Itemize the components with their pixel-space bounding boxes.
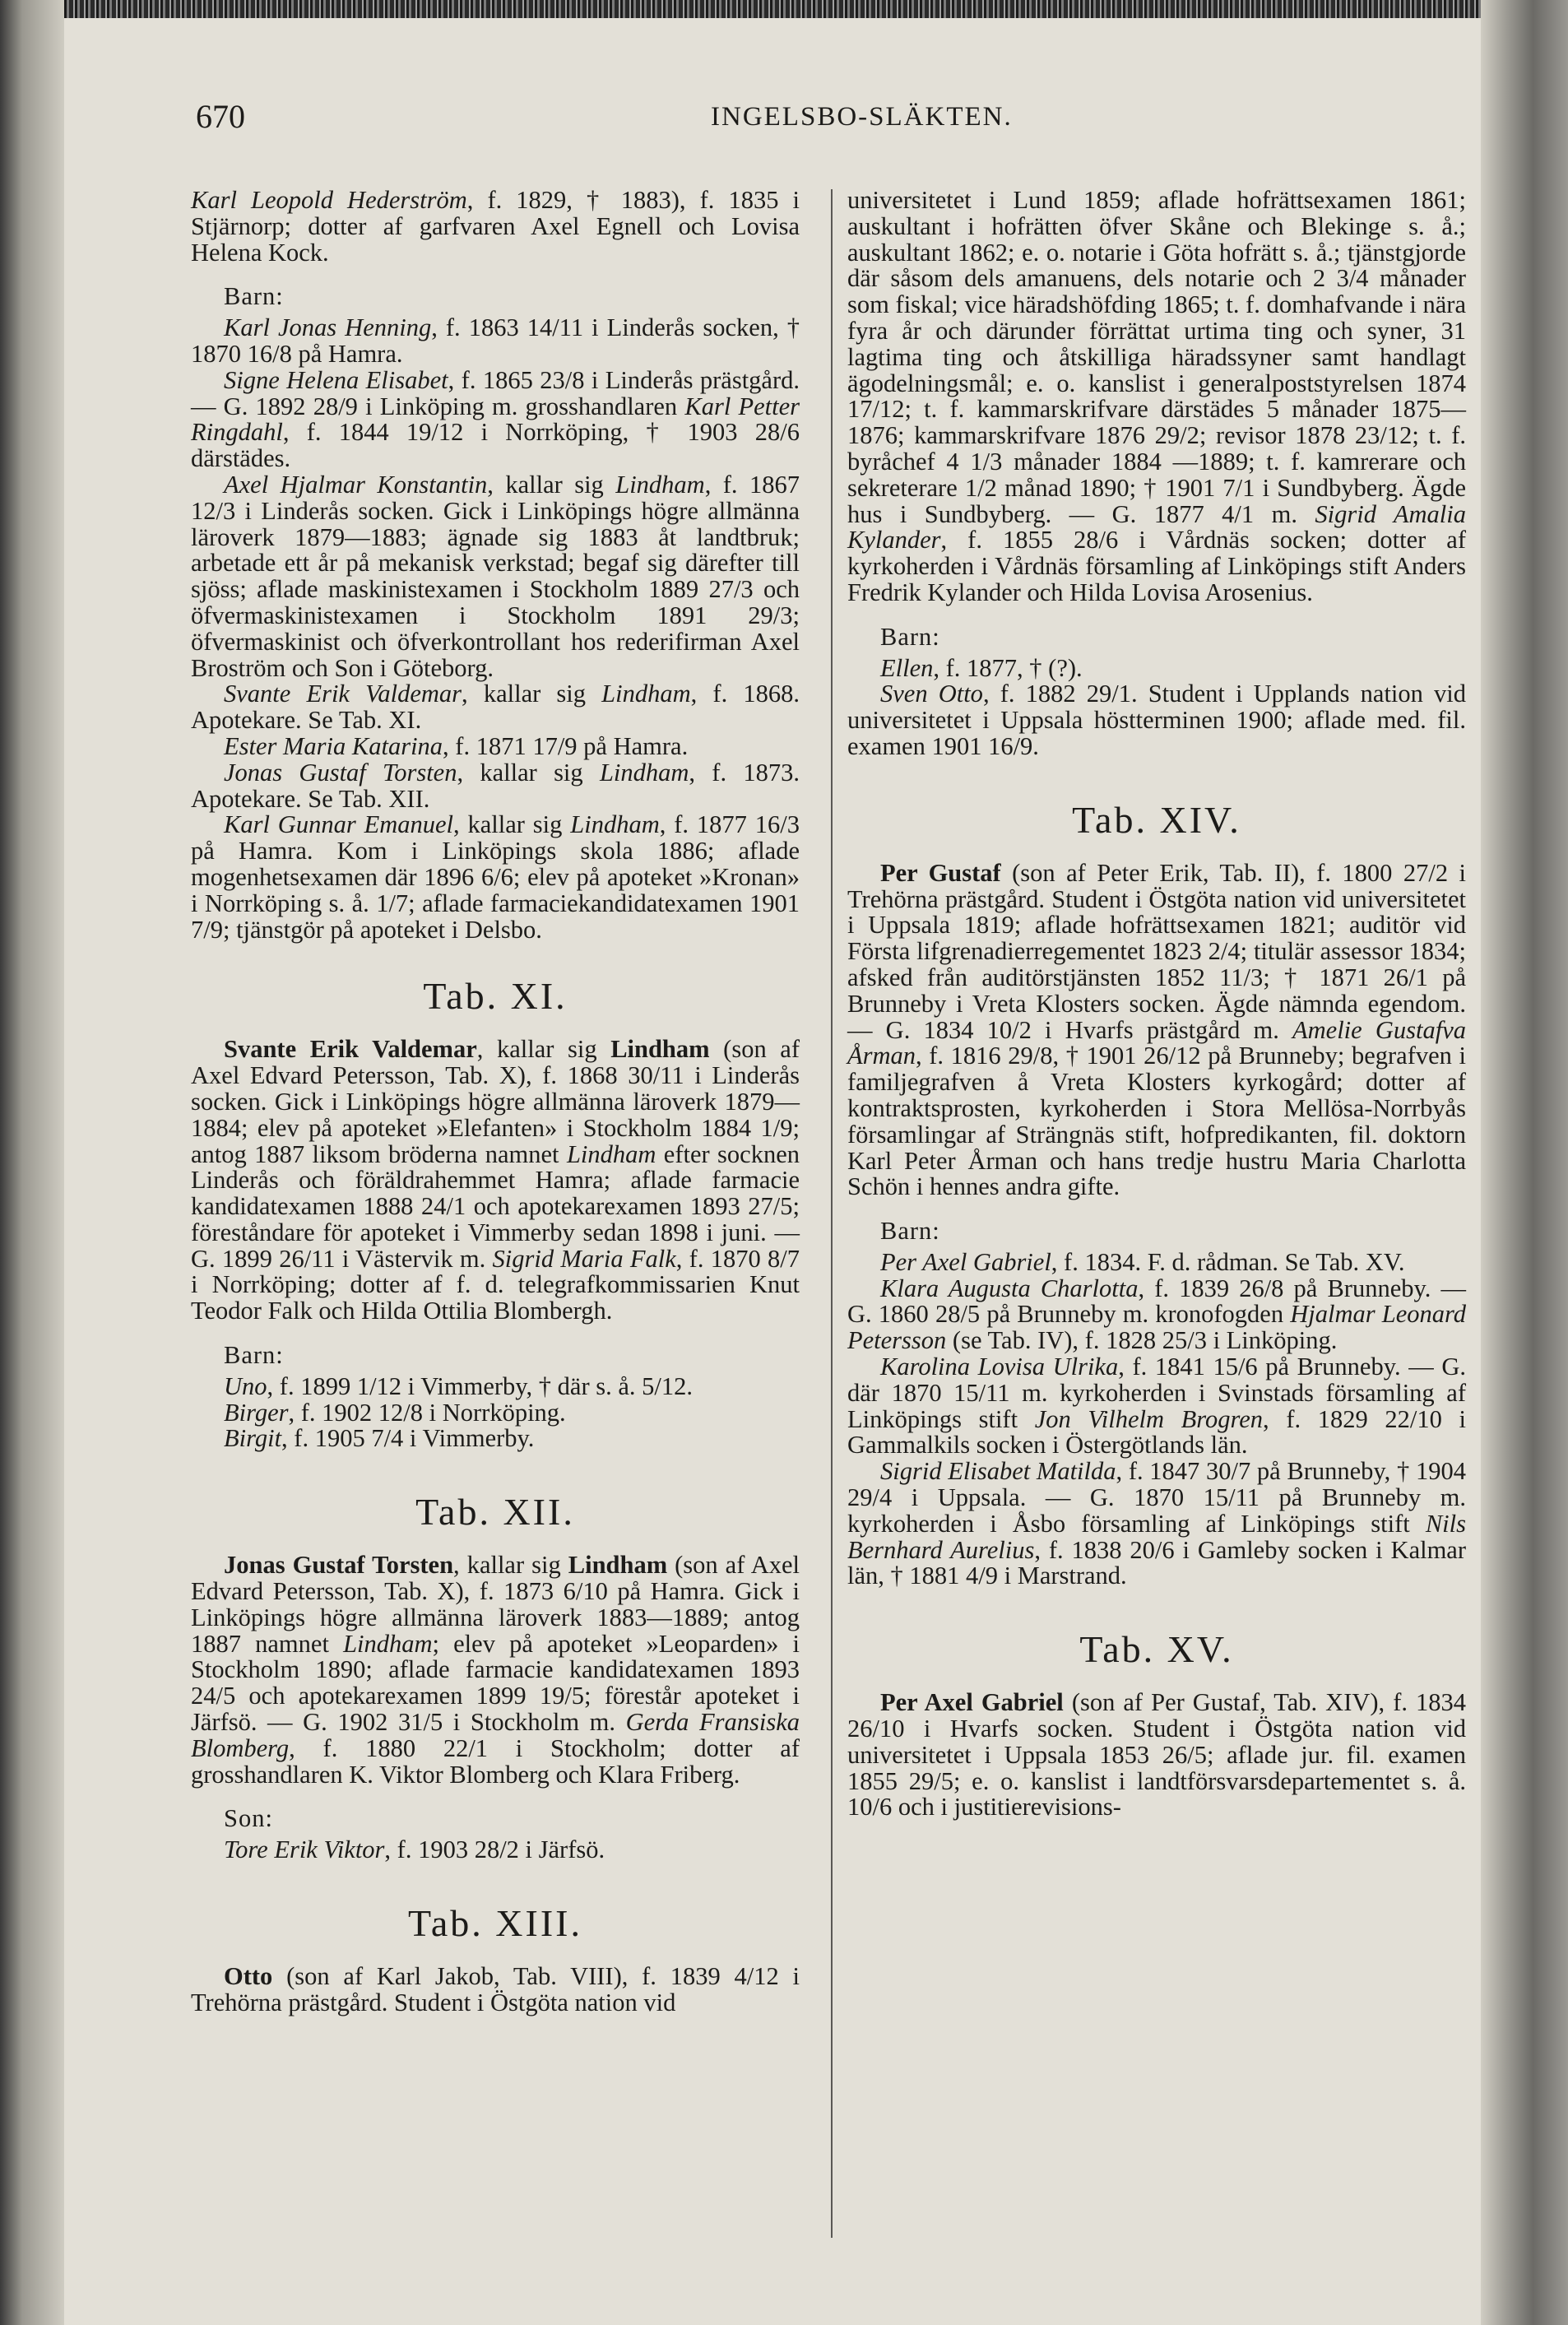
column-divider (831, 189, 833, 2238)
child-entry: Birgit, f. 1905 7/4 i Vimmerby. (224, 1424, 535, 1453)
page-header (196, 97, 1364, 146)
child-entry: Uno, f. 1899 1/12 i Vimmerby, † där s. å. 5/12. (224, 1371, 693, 1400)
section-intro: Jonas Gustaf Torsten, kallar sig Lindham (son af Axel Edvard Petersson, Tab. X), f. 1873 6/10 på Hamra. Gick i Linköpings högre allmänna läroverk 1883—1889; antog 1887 namnet Lindham; elev på apoteket »Leoparden» i Stockholm 1890; aflade farmacie kandidatexamen 1893 24/5 och apotekarexamen 1899 19/5; förestår apoteket i Järfsö. — G. 1902 31/5 i Stockholm m. Gerda Fransiska Blomberg, f. 1880 22/1 i Stockholm; dotter af grosshandlaren K. Viktor Blomberg och Klara Friberg. (191, 1551, 800, 1789)
children-label: Barn: (224, 282, 284, 311)
left-column (191, 188, 800, 2016)
section-heading-tab-xi: Tab. XI. (423, 975, 568, 1018)
section-heading-tab-xii: Tab. XII. (415, 1491, 575, 1534)
children-label: Barn: (880, 1217, 940, 1246)
section-heading-tab-xiii: Tab. XIII. (408, 1902, 582, 1945)
section-heading-tab-xv: Tab. XV. (1079, 1628, 1234, 1671)
section-heading-tab-xiv: Tab. XIV. (1072, 798, 1241, 841)
page-right-edge (1481, 0, 1568, 2325)
children-label: Barn: (224, 1341, 284, 1370)
scan-top-edge (0, 0, 1568, 18)
section-intro: Per Axel Gabriel (son af Per Gustaf, Tab. XIV), f. 1834 26/10 i Hvarfs socken. Student i Östgöta nation vid universitetet i Uppsala 1853 26/5; aflade jur. fil. examen 1855 29/5; e. o. kanslist i landtförsvarsdepartementet s. å. 10/6 och i justitierevisions- (847, 1688, 1467, 1821)
child-entry: Sigrid Elisabet Matilda, f. 1847 30/7 på Brunneby, † 1904 29/4 i Uppsala. — G. 1870 15/11 på Brunneby m. kyrkoherden i Åsbo församling af Linköpings stift Nils Bernhard Aurelius, f. 1838 20/6 i Gamleby socken i Kalmar län, † 1881 4/9 i Marstrand. (847, 1457, 1466, 1590)
child-entry: Ester Maria Katarina, f. 1871 17/9 på Hamra. (224, 731, 689, 760)
child-entry: Birger, f. 1902 12/8 i Norrköping. (224, 1398, 566, 1427)
paragraph-continued: Karl Leopold Hederström, f. 1829, † 1883), f. 1835 i Stjärnorp; dotter af garfvaren Axel Egnell och Lovisa Helena Kock. (191, 186, 800, 267)
section-intro: Svante Erik Valdemar, kallar sig Lindham (son af Axel Edvard Petersson, Tab. X), f. 1868 30/11 i Linderås socken. Gick i Linköpings högre allmänna läroverk 1879—1884; elev på apoteket »Elefanten» i Stockholm 1884 1/9; antog 1887 liksom bröderna namnet Lindham efter socknen Linderås och föräldrahemmet Hamra; aflade farmacie kandidatexamen 1888 24/1 och apotekarexamen 1893 27/5; föreståndare för apoteket i Vimmerby sedan 1898 i juni. — G. 1899 26/11 i Västervik m. Sigrid Maria Falk, f. 1870 8/7 i Norrköping; dotter af f. d. telegrafkommissarien Knut Teodor Falk och Hilda Ottilia Blombergh. (191, 1035, 800, 1325)
book-spine-shadow (0, 0, 64, 2325)
child-entry: Sven Otto, f. 1882 29/1. Student i Upplands nation vid universitetet i Uppsala höstterminen 1900; aflade med. fil. examen 1901 16/9. (847, 680, 1466, 760)
child-entry: Ellen, f. 1877, † (?). (880, 653, 1083, 682)
right-column (847, 188, 1466, 1821)
child-entry: Klara Augusta Charlotta, f. 1839 26/8 på Brunneby. — G. 1860 28/5 på Brunneby m. kronofogden Hjalmar Leonard Petersson (se Tab. IV), f. 1828 25/3 i Linköping. (847, 1274, 1466, 1355)
child-entry: Signe Helena Elisabet, f. 1865 23/8 i Linderås prästgård. — G. 1892 28/9 i Linköping m. grosshandlaren Karl Petter Ringdahl, f. 1844 19/12 i Norrköping, † 1903 28/6 därstädes. (191, 365, 800, 473)
child-entry: Karolina Lovisa Ulrika, f. 1841 15/6 på Brunneby. — G. där 1870 15/11 m. kyrkoherden i Svinstads församling af Linköpings stift Jon Vilhelm Brogren, f. 1829 22/10 i Gammalkils socken i Östergötlands län. (847, 1353, 1466, 1460)
paragraph-continued: universitetet i Lund 1859; aflade hofrättsexamen 1861; auskultant i hofrätten öfver Skåne och Blekinge s. å.; auskultant 1862; e. o. notarie i Göta hofrätt s. å.; tjänstgjorde där såsom dels amanuens, dels notarie och 2 3/4 månader som fiskal; vice häradshöfding 1865; t. f. domhafvande i nära fyra år och därunder förrättat urtima ting och syner, 31 lagtima ting och åtskilliga häradssyner samt handlagt ägodelningsmål; e. o. kanslist i generalpoststyrelsen 1874 17/12; t. f. kammarskrifvare därstädes 5 månader 1875—1876; kammarskrifvare 1876 29/2; revisor 1878 23/12; t. f. byråchef 4 1/3 månader 1884 —1889; t. f. kamrerare och sekreterare 1/2 månad 1890; † 1901 7/1 i Sundbyberg. Ägde hus i Sundbyberg. — G. 1877 4/1 m. Sigrid Amalia Kylander, f. 1855 28/6 i Vårdnäs socken; dotter af kyrkoherden i Vårdnäs församling af Linköpings stift Anders Fredrik Kylander och Hilda Lovisa Arosenius. (847, 186, 1466, 606)
children-label: Barn: (880, 622, 940, 651)
child-entry: Per Axel Gabriel, f. 1834. F. d. rådman. Se Tab. XV. (880, 1247, 1405, 1276)
child-entry: Jonas Gustaf Torsten, kallar sig Lindham, f. 1873. Apotekare. Se Tab. XII. (191, 758, 800, 813)
child-entry: Karl Jonas Henning, f. 1863 14/11 i Linderås socken, † 1870 16/8 på Hamra. (191, 313, 800, 368)
section-intro: Per Gustaf (son af Peter Erik, Tab. II), f. 1800 27/2 i Trehörna prästgård. Student i Östgöta nation vid universitetet i Uppsala 1819; aflade hofrättsexamen 1821; auditör vid Första lifgrenadierregementet 1823 2/4; titulär assessor 1834; afsked från auditörstjänsten 1852 11/3; † 1871 26/1 på Brunneby i Vreta Klosters socken. Ägde nämnda egendom. — G. 1834 10/2 i Hvarfs prästgård m. Amelie Gustafva Årman, f. 1816 29/8, † 1901 26/12 på Brunneby; begrafven i familjegrafven å Vreta Klosters kyrkogård; dotter af kontraktsprosten, kyrkoherden i Stora Mellösa-Norrbyås församlingar af Strängnäs stift, hofpredikanten, fil. doktorn Karl Peter Årman och hans tredje hustru Maria Charlotta Schön i hennes andra gifte. (847, 858, 1466, 1201)
son-label: Son: (224, 1804, 273, 1833)
child-entry: Karl Gunnar Emanuel, kallar sig Lindham, f. 1877 16/3 på Hamra. Kom i Linköpings skola 1886; aflade mogenhetsexamen där 1896 6/6; elev på apoteket »Kronan» i Norrköping s. å. 1/7; aflade farmaciekandidatexamen 1901 7/9; tjänstgör på apoteket i Delsbo. (191, 810, 800, 944)
child-entry: Axel Hjalmar Konstantin, kallar sig Lindham, f. 1867 12/3 i Linderås socken. Gick i Linköpings högre allmänna läroverk 1879—1883; ägnade sig 1883 åt landtbruk; arbetade ett år på mekanisk verkstad; begaf sig därefter till sjöss; aflade maskinistexamen i Stockholm 1889 27/3 och öfvermaskinistexamen i Stockholm 1891 29/3; öfvermaskinist och öfverkontrollant hos rederifirman Axel Broström och Son i Göteborg. (191, 470, 800, 682)
child-entry: Svante Erik Valdemar, kallar sig Lindham, f. 1868. Apotekare. Se Tab. XI. (191, 680, 800, 735)
running-title: INGELSBO-SLÄKTEN. (711, 102, 1013, 132)
section-intro: Otto (son af Karl Jakob, Tab. VIII), f. 1839 4/12 i Trehörna prästgård. Student i Östgöta nation vid (191, 1962, 800, 2016)
child-entry: Tore Erik Viktor, f. 1903 28/2 i Järfsö. (224, 1835, 605, 1864)
page-number: 670 (196, 98, 245, 135)
